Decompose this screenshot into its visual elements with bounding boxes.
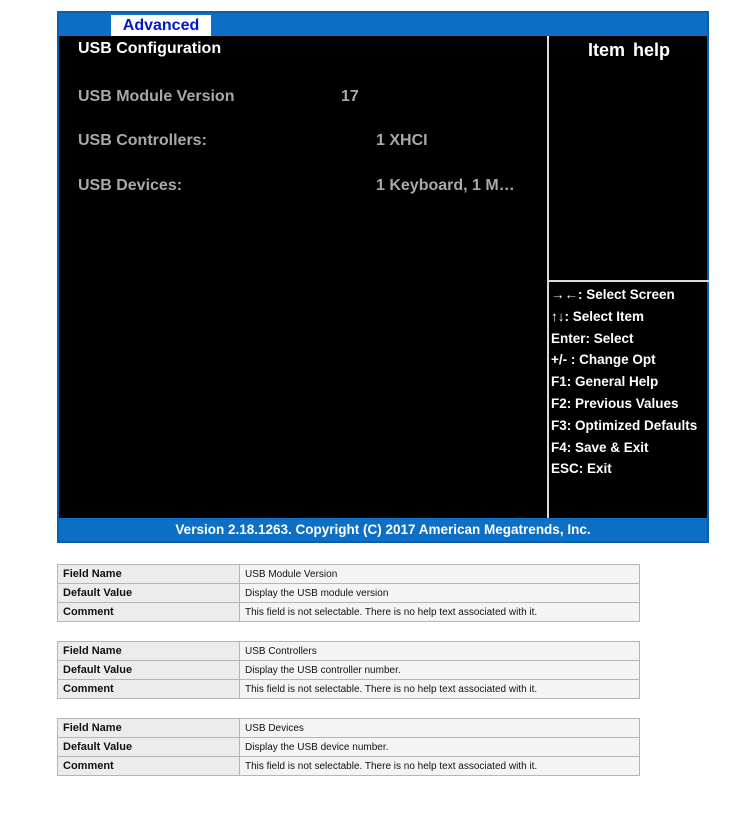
tab-advanced[interactable]: Advanced (111, 15, 211, 36)
field-name-value: USB Module Version (240, 565, 640, 584)
key-hint-select-screen: →←: Select Screen (551, 287, 675, 302)
field-table-usb-devices (57, 718, 640, 776)
setting-value-usb-devices: 1 Keyboard, 1 M… (376, 177, 515, 194)
panel-divider (547, 36, 549, 519)
table-row (58, 565, 640, 584)
comment-value: This field is not selectable. There is no help text associated with it. (240, 680, 640, 699)
field-name-value: USB Devices (240, 719, 640, 738)
table-row (58, 661, 640, 680)
key-hint-esc-exit: ESC: Exit (551, 461, 612, 477)
key-hint-previous-values: F2: Previous Values (551, 395, 679, 411)
field-name-value: USB Controllers (240, 642, 640, 661)
key-hint-change-opt: +/- : Change Opt (551, 352, 656, 368)
field-table-usb-module-version (57, 564, 640, 622)
comment-key: Comment (58, 757, 240, 776)
help-divider (549, 280, 709, 282)
default-value-value: Display the USB controller number. (240, 661, 640, 680)
default-value-value: Display the USB module version (240, 584, 640, 603)
setting-value-usb-controllers: 1 XHCI (376, 132, 428, 149)
key-hint-enter: Enter: Select (551, 330, 634, 346)
table-row (58, 680, 640, 699)
default-value-key: Default Value (58, 738, 240, 757)
setting-label-usb-controllers: USB Controllers: (78, 132, 207, 149)
setting-label-usb-devices: USB Devices: (78, 177, 183, 194)
table-row (58, 757, 640, 776)
table-row (58, 738, 640, 757)
comment-value: This field is not selectable. There is no help text associated with it. (240, 603, 640, 622)
field-name-key: Field Name (58, 565, 240, 584)
table-row (58, 642, 640, 661)
field-name-key: Field Name (58, 719, 240, 738)
version-footer: Version 2.18.1263. Copyright (C) 2017 American Megatrends, Inc. (59, 518, 707, 541)
table-row (58, 719, 640, 738)
setting-label-usb-module-version: USB Module Version (78, 88, 235, 105)
comment-value: This field is not selectable. There is no help text associated with it. (240, 757, 640, 776)
menu-bar (59, 13, 707, 36)
default-value-key: Default Value (58, 661, 240, 680)
default-value-key: Default Value (58, 584, 240, 603)
default-value-value: Display the USB device number. (240, 738, 640, 757)
setting-value-usb-module-version: 17 (341, 88, 359, 105)
bios-setup-screen (57, 11, 709, 543)
key-hint-save-exit: F4: Save & Exit (551, 439, 649, 455)
key-hint-general-help: F1: General Help (551, 374, 659, 390)
comment-key: Comment (58, 680, 240, 699)
table-row (58, 584, 640, 603)
item-help-title: Item help (587, 40, 670, 60)
comment-key: Comment (58, 603, 240, 622)
field-table-usb-controllers (57, 641, 640, 699)
section-title: USB Configuration (78, 40, 222, 57)
key-hint-optimized-defaults: F3: Optimized Defaults (551, 417, 698, 433)
key-legend (551, 284, 697, 480)
key-hint-select-item: ↑↓: Select Item (551, 308, 645, 324)
field-name-key: Field Name (58, 642, 240, 661)
table-row (58, 603, 640, 622)
